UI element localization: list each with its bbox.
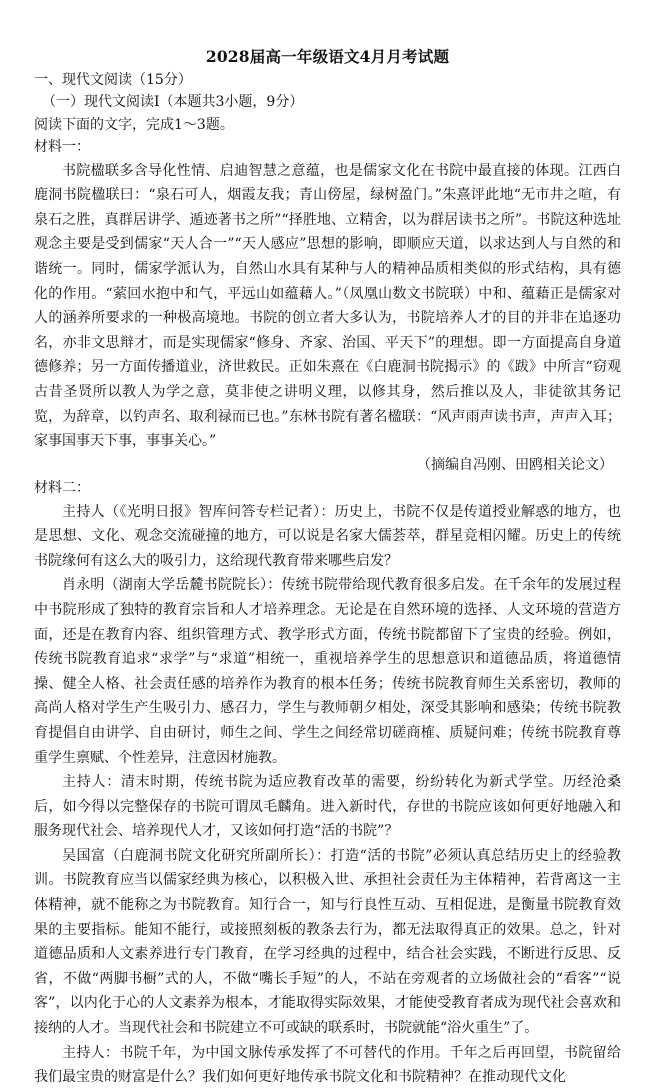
section-heading: 一、现代文阅读（15分） [34, 72, 192, 88]
host-question-3: 主持人：书院千年，为中国文脉传承发挥了不可替代的作用。千年之后再回望，书院留给我们最宝贵的财富是什么？我们如何更好地传承书院文化和书院精神？在推动现代文化 [34, 1044, 621, 1086]
material-two-label: 材料二： [34, 480, 90, 497]
host-question-1: 主持人（《光明日报》智库问答专栏记者）：历史上，书院不仅是传道授业解惑的地方，也是思想、文化、观念交流碰撞的地方，可以说是名家大儒荟萃，群星竞相闪耀。历史上的传统书院缘何有这么大的吸引力，这给现代教育带来哪些启发？ [34, 503, 621, 569]
subsection-heading: （一）现代文阅读Ⅰ（本题共3小题，9分） [42, 94, 304, 111]
exam-title: 2028届高一年级语文4月月考试题 [205, 47, 450, 66]
answer-xiao-yongming: 肖永明（湖南大学岳麓书院院长）：传统书院带给现代教育很多启发。在千余年的发展过程中书院形成了独特的教育宗旨和人才培养理念。无论是在自然环境的选择、人文环境的营造方面，还是在教育内容、组织管理方式、教学形式方面，传统书院都留下了宝贵的经验。例如，传统书院教育追求“求学”与“求道”相统一，重视培养学生的思想意识和道德品质，将道德情操、健全人格、社会责任感的培养作为教育的根本任务；传统书院教育师生关系密切，教师的高尚人格对学生产生吸引力、感召力，学生与教师朝夕相处，深受其影响和感染；传统书院教育提倡自由讲学、自由研讨，师生之间、学生之间经常切磋商榷、质疑问难；传统书院教育尊重学生禀赋、个性差异，注意因材施教。 [34, 577, 621, 766]
instruction-text: 阅读下面的文字，完成1～3题。 [34, 116, 234, 133]
answer-wu-guofu: 吴国富（白鹿洞书院文化研究所副所长）：打造“活的书院”必须认真总结历史上的经验教训。书院教育应当以儒家经典为核心，以积极入世、承担社会责任为主体精神，若背离这一主体精神，就不能称之为书院教育。知行合一，知与行良性互动、互相促进，是衡量书院教育效果的主要指标。能知不能行，或接照刻板的教条去行为，都无法取得真正的效果。总之，针对道德品质和人文素养进行专门教育，在学习经典的过程中，结合社会实践，不断进行反思、反省，不做“两脚书橱”式的人，不做“嘴长手短”的人，不站在旁观者的立场做社会的“看客”“说客”，以内化于心的人文素养为根本，才能取得实际效果，才能使受教育者成为现代社会喜欢和接纳的人才。当现代社会和书院建立不可或缺的联系时，书院就能“浴火重生”了。 [34, 847, 621, 1037]
material-one-source: （摘编自冯刚、田鸥相关论文） [417, 456, 613, 473]
material-one-paragraph: 书院楹联多含导化性情、启迪智慧之意蕴，也是儒家文化在书院中最直接的体现。江西白鹿洞书院楹联曰：“泉石可人，烟霞友我；青山傍屋，绿树盈门。”朱熹评此地“无市井之喧，有泉石之胜，真群居讲学、遁迹著书之所”“择胜地、立精舍，以为群居读书之所”。书院这种选址观念主要是受到儒家“天人合一”“天人感应”思想的影响，即顺应天道，以求达到人与自然的和谐统一。同时，儒家学派认为，自然山水具有某种与人的精神品质相类似的形式结构，具有德化的作用。“萦回水抱中和气，平远山如蕴藉人。”（凤凰山数文书院联）中和、蕴藉正是儒家对人的涵养所要求的一种极高境地。书院的创立者大多认为，书院培养人才的目的并非在追逐功名，亦非文思辩才，而是实现儒家“修身、齐家、治国、平天下”的理想。即一方面提高自身道德修养；另一方面传播道业，济世救民。正如朱熹在《白鹿洞书院揭示》的《跋》中所言“窃观古昔圣贤所以教人为学之意，莫非使之讲明义理，以修其身，然后推以及人，非徒欲其务记览，为辞章，以钓声名、取利禄而已也。”东林书院有著名楹联：“风声雨声读书声，声声入耳；家事国事天下事，事事关心。” [34, 162, 621, 450]
material-one-label: 材料一： [34, 139, 90, 156]
host-question-2: 主持人：清末时期，传统书院为适应教育改革的需要，纷纷转化为新式学堂。历经沧桑后，如今得以完整保存的书院可谓凤毛麟角。进入新时代，存世的书院应该如何更好地融入和服务现代社会、培养现代人才，又该如何打造“活的书院”？ [34, 774, 621, 840]
